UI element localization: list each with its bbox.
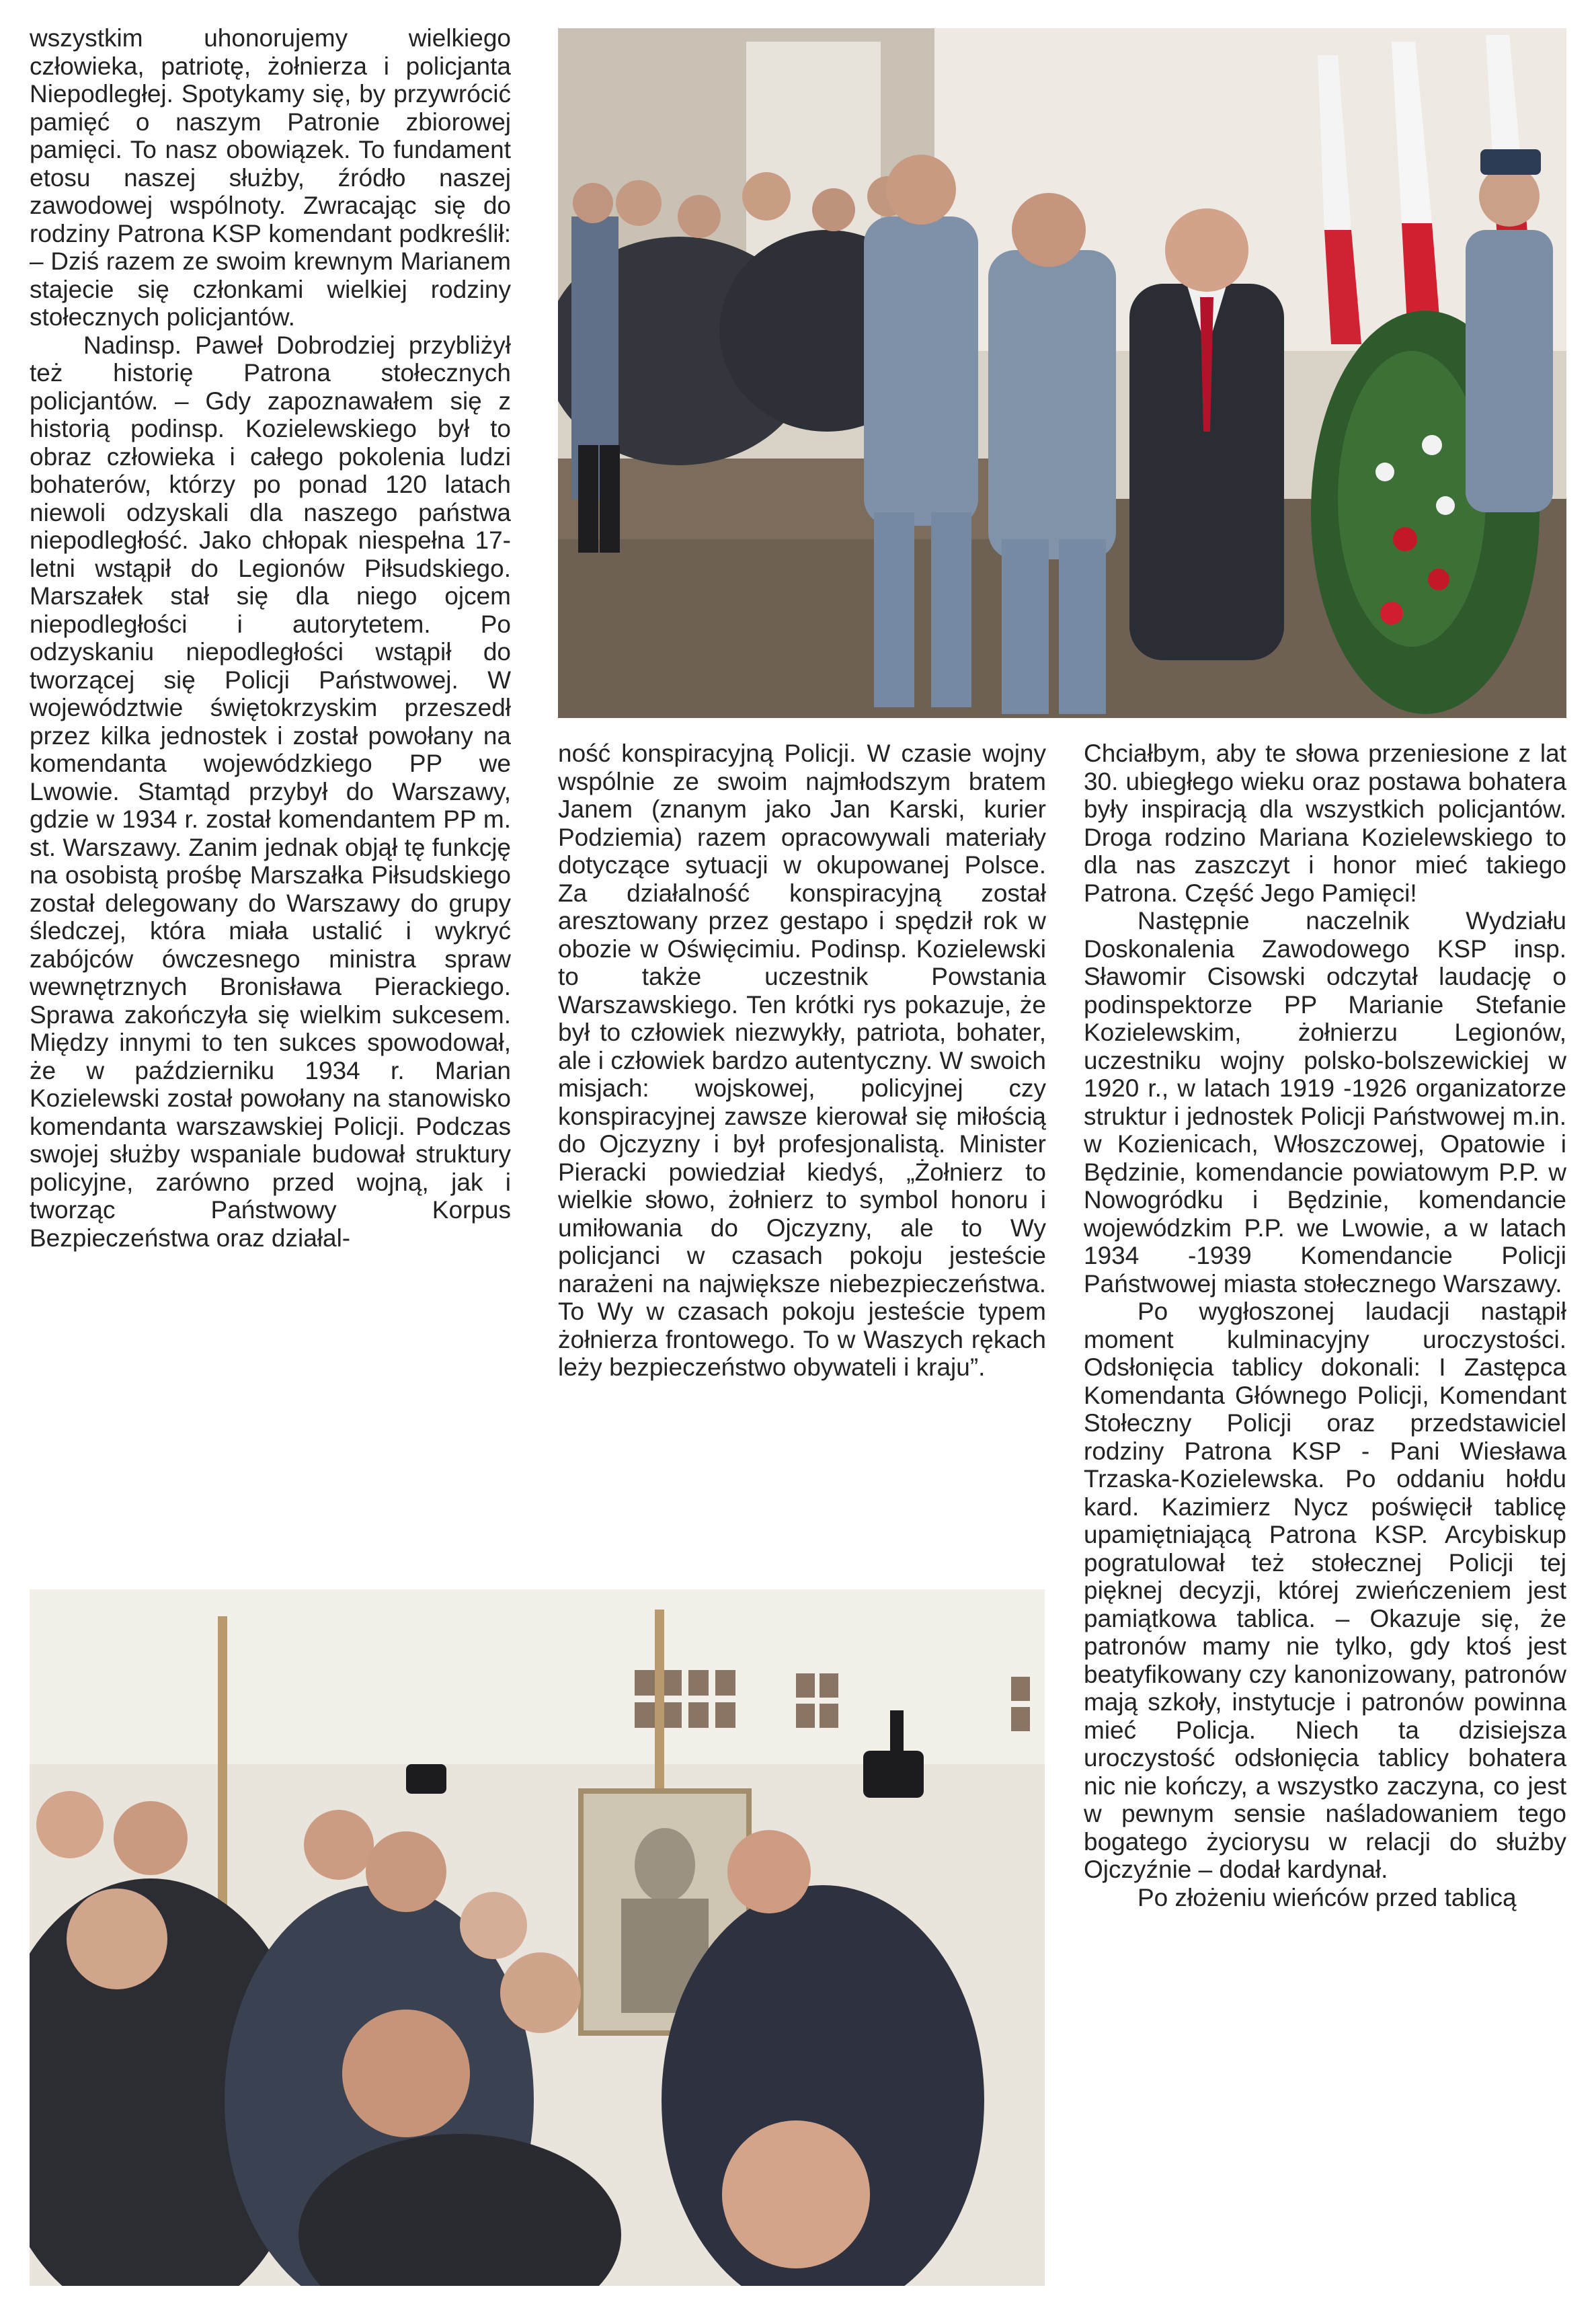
paragraph: Nadinsp. Paweł Dobrodziej przybliżył też historię Patrona stołecznych policjantów. – Gdy zapoznawałem się z historią podinsp. Kozielewskiego był to obraz człowieka i całego pokolenia ludzi bohaterów, którzy po ponad 120 latach niewoli odzyskali dla naszego państwa niepodległość. Jako chłopak niespełna 17-letni wstąpił do Legionów Piłsudskiego. Marszałek stał się dla niego ojcem niepodległości i autorytetem. Po odzyskaniu niepodległości wstąpił do tworzącej się Policji Państwowej. W województwie świętokrzyskim przeszedł przez kilka jednostek i został powołany na komendanta wojewódzkiego PP we Lwowie. Stamtąd przybył do Warszawy, gdzie w 1934 r. został komendantem PP m. st. Warszawy. Zanim jednak objął tę funkcję na osobistą prośbę Marszałka Piłsudskiego został delegowany do Warszawy do grupy śledczej, która miała ustalić i wykryć zabójców ówczesnego ministra spraw wewnętrznych Bronisława Pierackiego. Sprawa zakończyła się wielkim sukcesem. Między innymi to ten sukces spowodował, że w październiku 1934 r. Marian Kozielewski został powołany na stanowisko komendanta warszawskiej Policji. Podczas swojej służby wspaniale budował struktury policyjne, zarówno przed wojną, jak i tworząc Państwowy Korpus Bezpieczeństwa oraz działal- [30, 331, 511, 1252]
article-column-3 [1084, 740, 1566, 1911]
paragraph: Po złożeniu wieńców przed tablicą [1138, 1883, 1517, 1911]
paragraph: Następnie naczelnik Wydziału Doskonalenia Zawodowego KSP insp. Sławomir Cisowski odczytał laudację o podinspektorze PP Marianie Stefanie Kozielewskim, żołnierzu Legionów, uczestniku wojny polsko-bolszewickiej w 1920 r., w latach 1919 -1926 organizatorze struktur i jednostek Policji Państwowej m.in. w Kozienicach, Włoszczowej, Opatowie i Będzinie, komendancie powiatowym P.P. w Nowogródku i Będzinie, komendancie wojewódzkim P.P. we Lwowie, a w latach 1934 -1939 Komendancie Policji Państwowej miasta stołecznego Warszawy. [1084, 907, 1566, 1298]
paragraph: ność konspiracyjną Policji. W czasie wojny wspólnie ze swoim najmłodszym bratem Janem (znanym jako Jan Karski, kurier Podziemia) razem opracowywali materiały dotyczące sytuacji w okupowanej Polsce. Za działalność konspiracyjną został aresztowany przez gestapo i spędził rok w obozie w Oświęcimiu. Podinsp. Kozielewski to także uczestnik Powstania Warszawskiego. Ten krótki rys pokazuje, że był to człowiek niezwykły, patriota, bohater, ale i człowiek bardzo autentyczny. W swoich misjach: wojskowej, policyjnej czy konspiracyjnej zawsze kierował się miłością do Ojczyzny i był profesjonalistą. Minister Pieracki powiedział kiedyś, „Żołnierz to wielkie słowo, żołnierz to symbol honoru i umiłowania do Ojczyzny, ale to Wy policjanci w czasach pokoju jesteście narażeni na największe niebezpieczeństwa. To Wy w czasach pokoju jesteście typem żołnierza frontowego. To w Waszych rękach leży bezpieczeństwo obywateli i kraju”. [558, 740, 1046, 1381]
wreath-ceremony-image [558, 28, 1566, 718]
portrait-unveiling-image [30, 1589, 1045, 2286]
article-column-2 [558, 740, 1046, 1382]
paragraph: Po wygłoszonej laudacji nastąpił moment kulminacyjny uroczystości. Odsłonięcia tablicy dokonali: I Zastępca Komendanta Głównego Policji, Komendant Stołeczny Policji oraz przedstawiciel rodziny Patrona KSP - Pani Wiesława Trzaska-Kozielewska. Po oddaniu hołdu kard. Kazimierz Nycz poświęcił tablicę upamiętniającą Patrona KSP. Arcybiskup pogratulował też stołecznej Policji tej pięknej decyzji, której zwieńczeniem jest pamiątkowa tablica. – Okazuje się, że patronów mamy nie tylko, gdy ktoś jest beatyfikowany czy kanonizowany, patronów mają szkoły, instytucje i patronów powinna mieć Policja. Niech ta dzisiejsza uroczystość odsłonięcia tablicy bohatera nic nie kończy, a wszystko zaczyna, co jest w pewnym sensie naśladowaniem tego bogatego życiorysu w relacji do służby Ojczyźnie – dodał kardynał. [1084, 1298, 1566, 1883]
paragraph: Chciałbym, aby te słowa przeniesione z lat 30. ubiegłego wieku oraz postawa bohatera były inspiracją dla wszystkich policjantów. Droga rodzino Mariana Kozielewskiego to dla nas zaszczyt i honor mieć takiego Patrona. Część Jego Pamięci! [1084, 740, 1566, 907]
photo-wreath-ceremony [558, 28, 1566, 718]
paragraph: wszystkim uhonorujemy wielkiego człowieka, patriotę, żołnierza i policjanta Niepodległej. Spotykamy się, by przywrócić pamięć o naszym Patronie zbiorowej pamięci. To nasz obowiązek. To fundament etosu naszej służby, źródło naszej zawodowej wspólnoty. Zwracając się do rodziny Patrona KSP komendant podkreślił: – Dziś razem ze swoim krewnym Marianem stajecie się członkami wielkiej rodziny stołecznych policjantów. [30, 24, 511, 331]
photo-portrait-unveiling [30, 1589, 1045, 2286]
article-column-1 [30, 24, 511, 1252]
